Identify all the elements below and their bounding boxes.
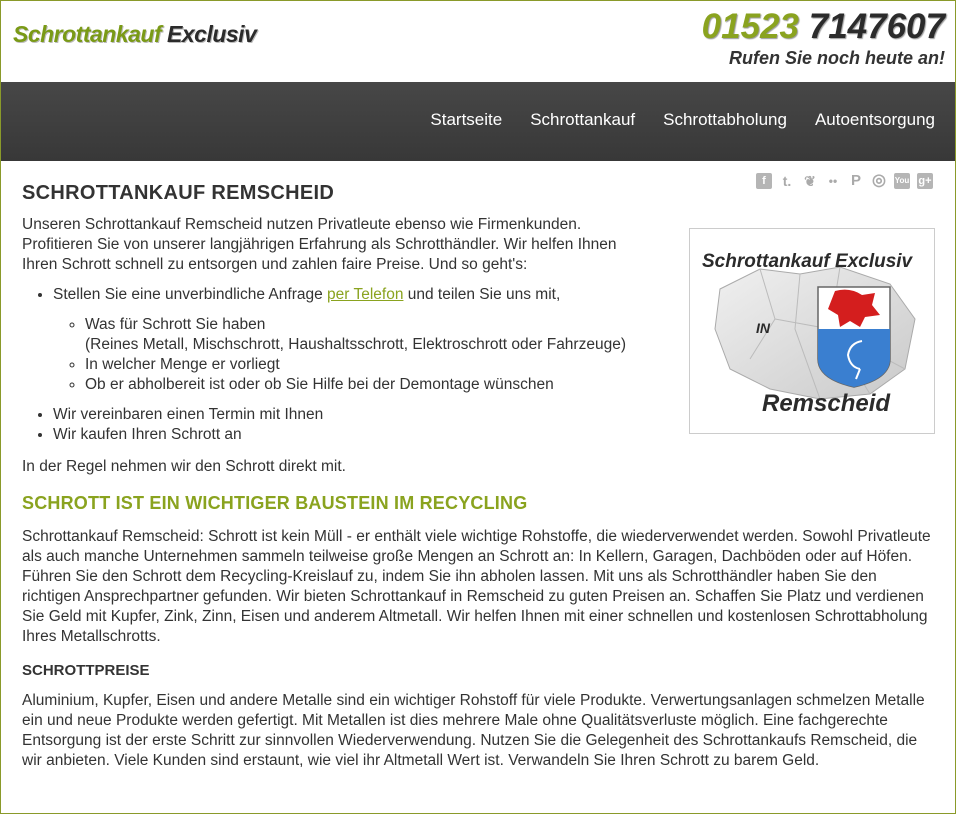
nav-item-autoentsorgung[interactable]: Autoentsorgung [814, 110, 935, 129]
page-title: SCHROTTANKAUF REMSCHEID [22, 182, 335, 204]
image-city-text: Remscheid [762, 390, 891, 417]
nav-item-startseite[interactable]: Startseite [430, 110, 503, 129]
list-item [53, 285, 673, 395]
nav-item-schrottankauf[interactable]: Schrottankauf [530, 110, 636, 129]
section-heading-preise: SCHROTTPREISE [22, 662, 150, 679]
list-item-text: und teilen Sie uns mit, [403, 286, 561, 303]
recycling-paragraph: Schrottankauf Remscheid: Schrott ist kein Müll - er enthält viele wichtige Rohstoffe, die wiederverwendet werden. Sowohl Privatleute als auch manche Unternehmen sammeln teilweise große Mengen an Schrott an: In Kellern, Garagen, Dachböden oder auf Höfen. Führen Sie den Schrott dem Recycling-Kreislauf zu, indem Sie ihn abholen lassen. Mit uns als Schrotthändler haben Sie den richtigen Ansprechpartner gefunden. Wir bieten Schrottankauf in Remscheid zu guten Preisen an. Schaffen Sie Platz und verdienen Sie Geld mit Kupfer, Zink, Zinn, Eisen und anderem Altmetall. Wir helfen Ihnen mit einer schnellen und kostenlosen Schrottabholung Ihres Metallschrotts. [22, 528, 931, 645]
phone-block [702, 7, 945, 69]
logo-word-1: Schrottankauf [13, 21, 162, 47]
list-item-text: Stellen Sie eine unverbindliche Anfrage [53, 286, 328, 303]
flickr-icon[interactable]: •• [828, 174, 838, 188]
tumblr-icon[interactable]: t. [782, 173, 792, 189]
list-item: • Wir kaufen Ihren Schrott an [53, 425, 673, 445]
image-brand-text: Schrottankauf Exclusiv [702, 251, 913, 272]
list-item: ◦ In welcher Menge er vorliegt [85, 355, 673, 375]
site-logo[interactable] [13, 21, 256, 48]
list-item-text: Was für Schrott Sie haben [85, 316, 266, 333]
pinterest-icon[interactable]: P [850, 172, 861, 189]
logo-word-2: Exclusiv [167, 21, 257, 47]
twitter-icon[interactable]: ❦ [804, 173, 816, 189]
regel-paragraph: In der Regel nehmen wir den Schrott direkt mit. [22, 458, 346, 475]
phone-main: 7147607 [808, 7, 945, 46]
site-header [1, 1, 955, 82]
youtube-icon[interactable]: You [894, 173, 910, 189]
image-in-text: IN [756, 320, 770, 336]
list-item-text: (Reines Metall, Mischschrott, Haushaltsschrott, Elektroschrott oder Fahrzeuge) [85, 336, 626, 353]
preise-paragraph: Aluminium, Kupfer, Eisen und andere Metalle sind ein wichtiger Rohstoff für viele Produkte. Verwertungsanlagen schmelzen Metalle ein und neue Produkte werden gefertigt. Mit Metallen ist dies mehrere Male ohne Qualitätsverluste möglich. Eine fachgerechte Entsorgung ist der erste Schritt zur sinnvollen Wiederverwendung. Nutzen Sie die Gelegenheit des Schrottankaufs Remscheid, die wir anbieten. Viele Kunden sind erstaunt, wie viel ihr Altmetall Wert ist. Verwandeln Sie Ihren Schrott zu barem Geld. [22, 692, 925, 769]
list-item: ◦ Ob er abholbereit ist oder ob Sie Hilfe bei der Demontage wünschen [85, 375, 673, 395]
list-item: • Wir vereinbaren einen Termin mit Ihnen [53, 405, 673, 425]
phone-prefix: 01523 [701, 7, 799, 46]
call-to-action: Rufen Sie noch heute an! [728, 48, 945, 68]
main-navigation [1, 82, 955, 161]
list-item [85, 315, 673, 355]
steps-list [22, 285, 673, 445]
phone-link[interactable]: per Telefon [327, 286, 404, 303]
sub-list [53, 315, 673, 395]
facebook-icon[interactable]: f [756, 173, 772, 189]
nav-item-schrottabholung[interactable]: Schrottabholung [663, 110, 787, 129]
main-content [22, 183, 937, 785]
dribbble-icon[interactable]: ◎ [872, 172, 886, 189]
intro-paragraph: Unseren Schrottankauf Remscheid nutzen Privatleute ebenso wie Firmenkunden. Profitieren Sie von unserer langjährigen Erfahrung als Schrotthändler. Wir helfen Ihnen Ihren Schrott schnell zu entsorgen und zahlen faire Preise. Und so geht's: [22, 216, 617, 273]
googleplus-icon[interactable]: g+ [918, 175, 932, 187]
section-heading-recycling: SCHROTT IST EIN WICHTIGER BAUSTEIN IM RECYCLING [22, 493, 528, 513]
phone-number[interactable] [702, 7, 945, 47]
